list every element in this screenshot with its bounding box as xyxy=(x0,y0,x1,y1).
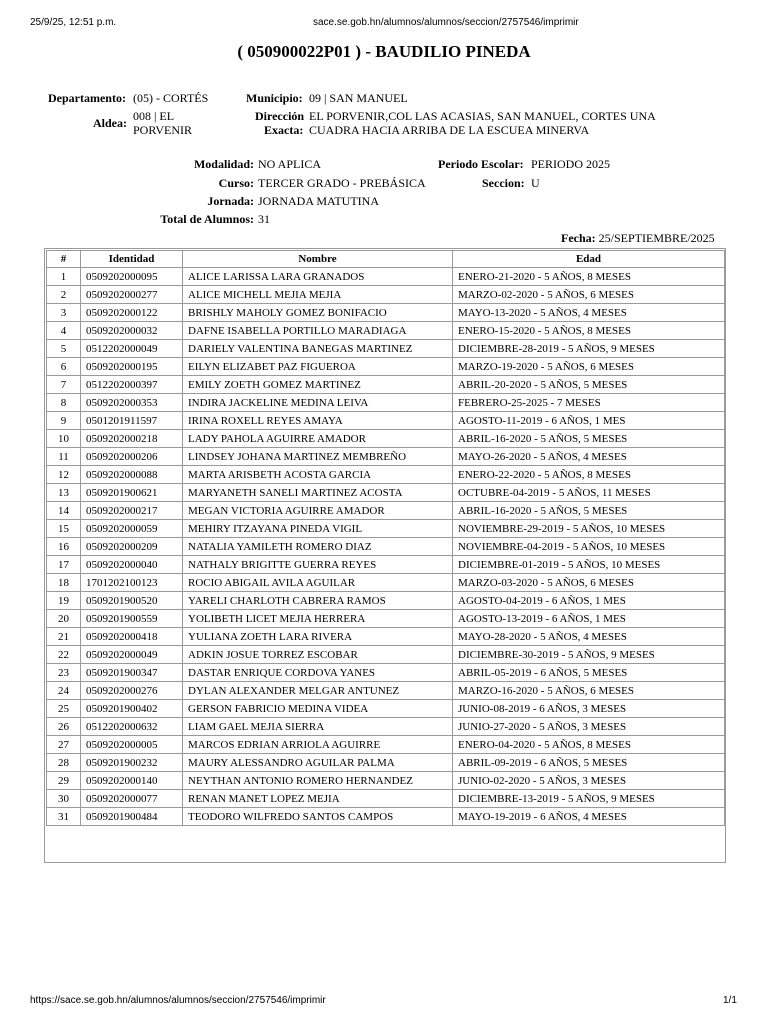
row-identidad: 0509201900402 xyxy=(81,700,183,718)
row-number: 24 xyxy=(47,682,81,700)
periodo-label: Periodo Escolar: xyxy=(438,157,524,171)
table-row xyxy=(47,448,725,466)
row-identidad: 0509202000195 xyxy=(81,358,183,376)
table-row xyxy=(47,610,725,628)
direccion-value-line1: EL PORVENIR,COL LAS ACASIAS, SAN MANUEL, CORTES UNA xyxy=(309,109,656,123)
row-number: 31 xyxy=(47,808,81,826)
row-number: 21 xyxy=(47,628,81,646)
row-number: 13 xyxy=(47,484,81,502)
row-nombre: YOLIBETH LICET MEJIA HERRERA xyxy=(183,610,453,628)
table-row xyxy=(47,718,725,736)
fecha-label: Fecha: xyxy=(561,231,596,245)
row-nombre: MAURY ALESSANDRO AGUILAR PALMA xyxy=(183,754,453,772)
row-number: 15 xyxy=(47,520,81,538)
row-identidad: 0509202000005 xyxy=(81,736,183,754)
row-edad: MARZO-16-2020 - 5 AÑOS, 6 MESES xyxy=(453,682,725,700)
table-row xyxy=(47,664,725,682)
row-nombre: EMILY ZOETH GOMEZ MARTINEZ xyxy=(183,376,453,394)
row-edad: ABRIL-16-2020 - 5 AÑOS, 5 MESES xyxy=(453,502,725,520)
row-identidad: 0509202000277 xyxy=(81,286,183,304)
row-edad: MARZO-02-2020 - 5 AÑOS, 6 MESES xyxy=(453,286,725,304)
row-nombre: MARTA ARISBETH ACOSTA GARCIA xyxy=(183,466,453,484)
table-row xyxy=(47,772,725,790)
row-edad: ABRIL-20-2020 - 5 AÑOS, 5 MESES xyxy=(453,376,725,394)
curso-label: Curso: xyxy=(218,176,254,190)
table-row xyxy=(47,304,725,322)
row-identidad: 0509202000353 xyxy=(81,394,183,412)
row-number: 11 xyxy=(47,448,81,466)
table-row xyxy=(47,682,725,700)
jornada-label: Jornada: xyxy=(207,194,254,208)
row-edad: NOVIEMBRE-04-2019 - 5 AÑOS, 10 MESES xyxy=(453,538,725,556)
row-edad: ENERO-22-2020 - 5 AÑOS, 8 MESES xyxy=(453,466,725,484)
periodo-value: PERIODO 2025 xyxy=(531,157,611,171)
print-page-url: sace.se.gob.hn/alumnos/alumnos/seccion/2757546/imprimir xyxy=(313,17,579,28)
row-nombre: ALICE MICHELL MEJIA MEJIA xyxy=(183,286,453,304)
row-edad: AGOSTO-04-2019 - 6 AÑOS, 1 MES xyxy=(453,592,725,610)
municipio-label: Municipio: xyxy=(246,91,303,105)
row-edad: MARZO-03-2020 - 5 AÑOS, 6 MESES xyxy=(453,574,725,592)
row-number: 9 xyxy=(47,412,81,430)
row-identidad: 0509201900559 xyxy=(81,610,183,628)
table-row xyxy=(47,340,725,358)
row-identidad: 0509201900621 xyxy=(81,484,183,502)
table-row xyxy=(47,646,725,664)
row-identidad: 0509202000032 xyxy=(81,322,183,340)
row-number: 8 xyxy=(47,394,81,412)
modalidad-value: NO APLICA xyxy=(258,157,322,171)
table-header-row xyxy=(47,251,725,268)
row-edad: JUNIO-08-2019 - 6 AÑOS, 3 MESES xyxy=(453,700,725,718)
row-identidad: 0509202000218 xyxy=(81,430,183,448)
row-number: 30 xyxy=(47,790,81,808)
municipio-value: 09 | SAN MANUEL xyxy=(309,91,408,105)
table-row xyxy=(47,808,725,826)
row-nombre: LADY PAHOLA AGUIRRE AMADOR xyxy=(183,430,453,448)
row-identidad: 0509201900232 xyxy=(81,754,183,772)
page-title: ( 050900022P01 ) - BAUDILIO PINEDA xyxy=(237,42,531,61)
row-identidad: 0509202000088 xyxy=(81,466,183,484)
aldea-value-line1: 008 | EL xyxy=(133,109,175,123)
row-edad: OCTUBRE-04-2019 - 5 AÑOS, 11 MESES xyxy=(453,484,725,502)
row-identidad: 0509202000040 xyxy=(81,556,183,574)
table-row xyxy=(47,700,725,718)
row-edad: ENERO-21-2020 - 5 AÑOS, 8 MESES xyxy=(453,268,725,286)
row-number: 20 xyxy=(47,610,81,628)
table-row xyxy=(47,466,725,484)
row-nombre: YULIANA ZOETH LARA RIVERA xyxy=(183,628,453,646)
row-number: 17 xyxy=(47,556,81,574)
row-nombre: ALICE LARISSA LARA GRANADOS xyxy=(183,268,453,286)
row-identidad: 0509202000049 xyxy=(81,646,183,664)
row-edad: MARZO-19-2020 - 5 AÑOS, 6 MESES xyxy=(453,358,725,376)
row-number: 4 xyxy=(47,322,81,340)
row-nombre: NATHALY BRIGITTE GUERRA REYES xyxy=(183,556,453,574)
fecha xyxy=(561,231,715,246)
table-row xyxy=(47,592,725,610)
row-nombre: LIAM GAEL MEJIA SIERRA xyxy=(183,718,453,736)
print-page-count: 1/1 xyxy=(723,995,737,1006)
direccion-label-line2: Exacta: xyxy=(264,123,304,137)
row-edad: ENERO-15-2020 - 5 AÑOS, 8 MESES xyxy=(453,322,725,340)
row-identidad: 0512202000049 xyxy=(81,340,183,358)
row-identidad: 0509202000122 xyxy=(81,304,183,322)
table-row xyxy=(47,376,725,394)
row-edad: MAYO-19-2019 - 6 AÑOS, 4 MESES xyxy=(453,808,725,826)
row-number: 27 xyxy=(47,736,81,754)
row-edad: MAYO-26-2020 - 5 AÑOS, 4 MESES xyxy=(453,448,725,466)
row-identidad: 0509201900347 xyxy=(81,664,183,682)
modalidad-label: Modalidad: xyxy=(193,157,254,171)
table-row xyxy=(47,754,725,772)
direccion-label-line1: Dirección xyxy=(255,109,305,123)
print-datetime: 25/9/25, 12:51 p.m. xyxy=(30,17,117,28)
row-nombre: DARIELY VALENTINA BANEGAS MARTINEZ xyxy=(183,340,453,358)
row-nombre: ADKIN JOSUE TORREZ ESCOBAR xyxy=(183,646,453,664)
row-nombre: NEYTHAN ANTONIO ROMERO HERNANDEZ xyxy=(183,772,453,790)
row-nombre: TEODORO WILFREDO SANTOS CAMPOS xyxy=(183,808,453,826)
total-alumnos-value: 31 xyxy=(258,212,270,226)
row-nombre: ROCIO ABIGAIL AVILA AGUILAR xyxy=(183,574,453,592)
row-number: 26 xyxy=(47,718,81,736)
row-nombre: NATALIA YAMILETH ROMERO DIAZ xyxy=(183,538,453,556)
row-number: 29 xyxy=(47,772,81,790)
table-row xyxy=(47,628,725,646)
table-row xyxy=(47,412,725,430)
row-edad: AGOSTO-11-2019 - 6 AÑOS, 1 MES xyxy=(453,412,725,430)
row-edad: DICIEMBRE-30-2019 - 5 AÑOS, 9 MESES xyxy=(453,646,725,664)
row-identidad: 1701202100123 xyxy=(81,574,183,592)
col-header-edad: Edad xyxy=(453,251,725,268)
row-nombre: YARELI CHARLOTH CABRERA RAMOS xyxy=(183,592,453,610)
row-nombre: GERSON FABRICIO MEDINA VIDEA xyxy=(183,700,453,718)
aldea-label: Aldea: xyxy=(93,116,127,130)
table-row xyxy=(47,394,725,412)
row-edad: MAYO-13-2020 - 5 AÑOS, 4 MESES xyxy=(453,304,725,322)
row-nombre: BRISHLY MAHOLY GOMEZ BONIFACIO xyxy=(183,304,453,322)
row-edad: JUNIO-27-2020 - 5 AÑOS, 3 MESES xyxy=(453,718,725,736)
table-row xyxy=(47,538,725,556)
col-header-identidad: Identidad xyxy=(81,251,183,268)
row-number: 5 xyxy=(47,340,81,358)
jornada-value: JORNADA MATUTINA xyxy=(258,194,380,208)
row-number: 28 xyxy=(47,754,81,772)
table-row xyxy=(47,430,725,448)
row-identidad: 0509202000140 xyxy=(81,772,183,790)
row-edad: FEBRERO-25-2025 - 7 MESES xyxy=(453,394,725,412)
row-nombre: MARYANETH SANELI MARTINEZ ACOSTA xyxy=(183,484,453,502)
table-row xyxy=(47,556,725,574)
row-number: 25 xyxy=(47,700,81,718)
row-number: 1 xyxy=(47,268,81,286)
row-edad: AGOSTO-13-2019 - 6 AÑOS, 1 MES xyxy=(453,610,725,628)
curso-value: TERCER GRADO - PREBÁSICA xyxy=(258,176,426,190)
row-identidad: 0509202000095 xyxy=(81,268,183,286)
row-identidad: 0509202000077 xyxy=(81,790,183,808)
row-edad: MAYO-28-2020 - 5 AÑOS, 4 MESES xyxy=(453,628,725,646)
row-number: 19 xyxy=(47,592,81,610)
row-nombre: EILYN ELIZABET PAZ FIGUEROA xyxy=(183,358,453,376)
row-nombre: MEGAN VICTORIA AGUIRRE AMADOR xyxy=(183,502,453,520)
row-identidad: 0509201900520 xyxy=(81,592,183,610)
total-alumnos-label: Total de Alumnos: xyxy=(160,212,254,226)
row-nombre: DAFNE ISABELLA PORTILLO MARADIAGA xyxy=(183,322,453,340)
row-number: 2 xyxy=(47,286,81,304)
seccion-value: U xyxy=(531,176,540,190)
row-edad: DICIEMBRE-01-2019 - 5 AÑOS, 10 MESES xyxy=(453,556,725,574)
row-number: 7 xyxy=(47,376,81,394)
row-identidad: 0512202000632 xyxy=(81,718,183,736)
row-nombre: DYLAN ALEXANDER MELGAR ANTUNEZ xyxy=(183,682,453,700)
row-identidad: 0509202000418 xyxy=(81,628,183,646)
row-nombre: DASTAR ENRIQUE CORDOVA YANES xyxy=(183,664,453,682)
row-identidad: 0509202000217 xyxy=(81,502,183,520)
table-row xyxy=(47,268,725,286)
row-nombre: IRINA ROXELL REYES AMAYA xyxy=(183,412,453,430)
row-edad: ENERO-04-2020 - 5 AÑOS, 8 MESES xyxy=(453,736,725,754)
row-identidad: 0509202000276 xyxy=(81,682,183,700)
table-row xyxy=(47,736,725,754)
departamento-value: (05) - CORTÉS xyxy=(133,91,209,105)
row-edad: ABRIL-09-2019 - 6 AÑOS, 5 MESES xyxy=(453,754,725,772)
row-nombre: MEHIRY ITZAYANA PINEDA VIGIL xyxy=(183,520,453,538)
row-number: 22 xyxy=(47,646,81,664)
departamento-label: Departamento: xyxy=(48,91,126,105)
table-row xyxy=(47,484,725,502)
row-edad: ABRIL-16-2020 - 5 AÑOS, 5 MESES xyxy=(453,430,725,448)
row-number: 3 xyxy=(47,304,81,322)
table-row xyxy=(47,574,725,592)
row-number: 6 xyxy=(47,358,81,376)
students-table xyxy=(46,250,725,826)
row-identidad: 0501201911597 xyxy=(81,412,183,430)
row-number: 18 xyxy=(47,574,81,592)
row-edad: JUNIO-02-2020 - 5 AÑOS, 3 MESES xyxy=(453,772,725,790)
row-nombre: INDIRA JACKELINE MEDINA LEIVA xyxy=(183,394,453,412)
row-number: 23 xyxy=(47,664,81,682)
aldea-value-line2: PORVENIR xyxy=(133,123,193,137)
col-header-nombre: Nombre xyxy=(183,251,453,268)
table-row xyxy=(47,286,725,304)
print-footer-url: https://sace.se.gob.hn/alumnos/alumnos/seccion/2757546/imprimir xyxy=(30,995,326,1006)
table-row xyxy=(47,520,725,538)
row-identidad: 0509202000059 xyxy=(81,520,183,538)
row-edad: ABRIL-05-2019 - 6 AÑOS, 5 MESES xyxy=(453,664,725,682)
col-header-number: # xyxy=(47,251,81,268)
row-edad: NOVIEMBRE-29-2019 - 5 AÑOS, 10 MESES xyxy=(453,520,725,538)
row-edad: DICIEMBRE-13-2019 - 5 AÑOS, 9 MESES xyxy=(453,790,725,808)
fecha-value: 25/SEPTIEMBRE/2025 xyxy=(598,231,715,245)
row-number: 14 xyxy=(47,502,81,520)
seccion-label: Seccion: xyxy=(482,176,525,190)
row-nombre: MARCOS EDRIAN ARRIOLA AGUIRRE xyxy=(183,736,453,754)
row-nombre: LINDSEY JOHANA MARTINEZ MEMBREÑO xyxy=(183,448,453,466)
table-row xyxy=(47,790,725,808)
row-number: 10 xyxy=(47,430,81,448)
row-number: 12 xyxy=(47,466,81,484)
table-row xyxy=(47,358,725,376)
row-identidad: 0509202000209 xyxy=(81,538,183,556)
row-number: 16 xyxy=(47,538,81,556)
table-row xyxy=(47,322,725,340)
row-nombre: RENAN MANET LOPEZ MEJIA xyxy=(183,790,453,808)
direccion-value-line2: CUADRA HACIA ARRIBA DE LA ESCUEA MINERVA xyxy=(309,123,590,137)
row-identidad: 0509202000206 xyxy=(81,448,183,466)
row-edad: DICIEMBRE-28-2019 - 5 AÑOS, 9 MESES xyxy=(453,340,725,358)
row-identidad: 0512202000397 xyxy=(81,376,183,394)
table-row xyxy=(47,502,725,520)
row-identidad: 0509201900484 xyxy=(81,808,183,826)
